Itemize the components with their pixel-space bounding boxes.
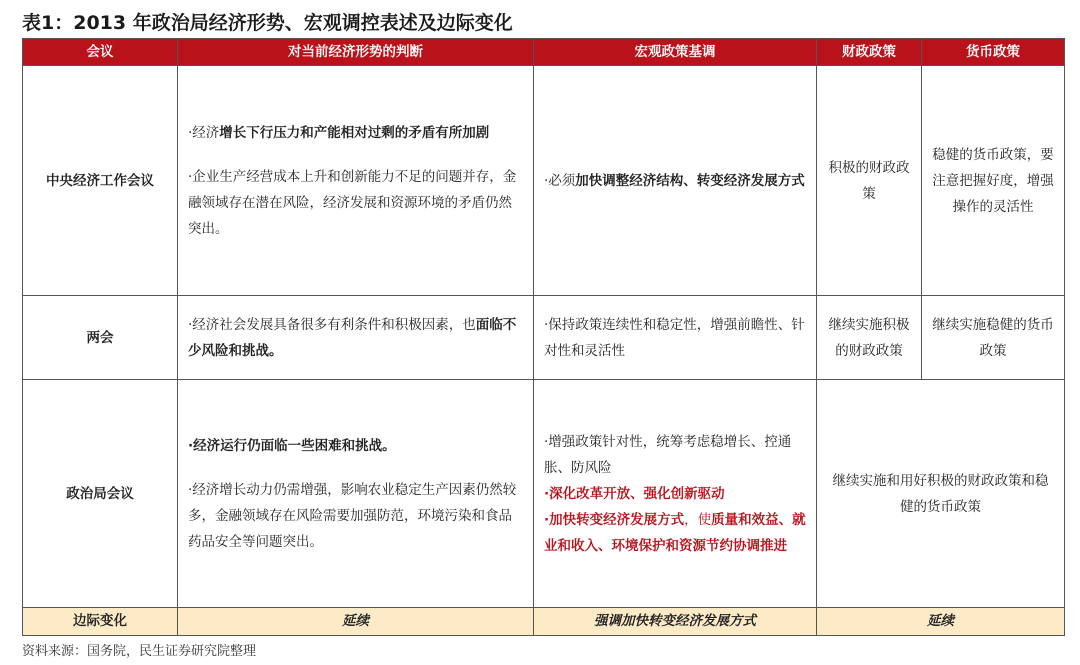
- header-monetary: 货币政策: [922, 39, 1065, 66]
- table-title: 表1：2013 年政治局经济形势、宏观调控表述及边际变化: [22, 12, 513, 34]
- fiscal-monetary-cell: 继续实施和用好积极的财政政策和稳健的货币政策: [817, 380, 1065, 608]
- meeting-cell: 政治局会议: [23, 380, 178, 608]
- meeting-cell: 中央经济工作会议: [23, 66, 178, 296]
- footer-judgment: 延续: [178, 608, 534, 636]
- judgment-paragraph: ·经济增长下行压力和产能相对过剩的矛盾有所加剧: [188, 124, 490, 141]
- monetary-cell: 继续实施稳健的货币政策: [922, 296, 1065, 380]
- meeting-cell: 两会: [23, 296, 178, 380]
- table-row: [23, 296, 1065, 380]
- footer-label: 边际变化: [23, 608, 178, 636]
- judgment-paragraph: ·企业生产经营成本上升和创新能力不足的问题并存，金融领域存在潜在风险，经济发展和资源环境的矛盾仍然突出。: [188, 168, 517, 237]
- macro-cell: ·保持政策连续性和稳定性，增强前瞻性、针对性和灵活性: [534, 296, 817, 380]
- footer-row: [23, 608, 1065, 636]
- fiscal-cell: 继续实施积极的财政政策: [817, 296, 922, 380]
- fiscal-cell: 积极的财政政策: [817, 66, 922, 296]
- macro-cell: ·增强政策针对性，统筹考虑稳增长、控通胀、防风险 ·深化改革开放、强化创新驱动 ·加快转变经济发展方式，使质量和效益、就业和收入、环境保护和资源节约协调推进: [534, 380, 817, 608]
- source-note: 资料来源：国务院，民生证券研究院整理: [22, 644, 257, 659]
- policy-table: [22, 38, 1065, 636]
- footer-policy: 延续: [817, 608, 1065, 636]
- header-meeting: 会议: [23, 39, 178, 66]
- macro-cell: ·必须加快调整经济结构、转变经济发展方式: [534, 66, 817, 296]
- judgment-cell: ·经济运行仍面临一些困难和挑战。 ·经济增长动力仍需增强，影响农业稳定生产因素仍然较多，金融领域存在风险需要加强防范，环境污染和食品药品安全等问题突出。: [178, 380, 534, 608]
- judgment-cell: [178, 66, 534, 296]
- table-row: [23, 380, 1065, 608]
- judgment-cell: ·经济社会发展具备很多有利条件和积极因素，也面临不少风险和挑战。: [178, 296, 534, 380]
- monetary-cell: 稳健的货币政策，要注意把握好度，增强操作的灵活性: [922, 66, 1065, 296]
- header-macro: 宏观政策基调: [534, 39, 817, 66]
- footer-macro: 强调加快转变经济发展方式: [534, 608, 817, 636]
- header-row: [23, 39, 1065, 66]
- header-judgment: 对当前经济形势的判断: [178, 39, 534, 66]
- table-row: [23, 66, 1065, 296]
- header-fiscal: 财政政策: [817, 39, 922, 66]
